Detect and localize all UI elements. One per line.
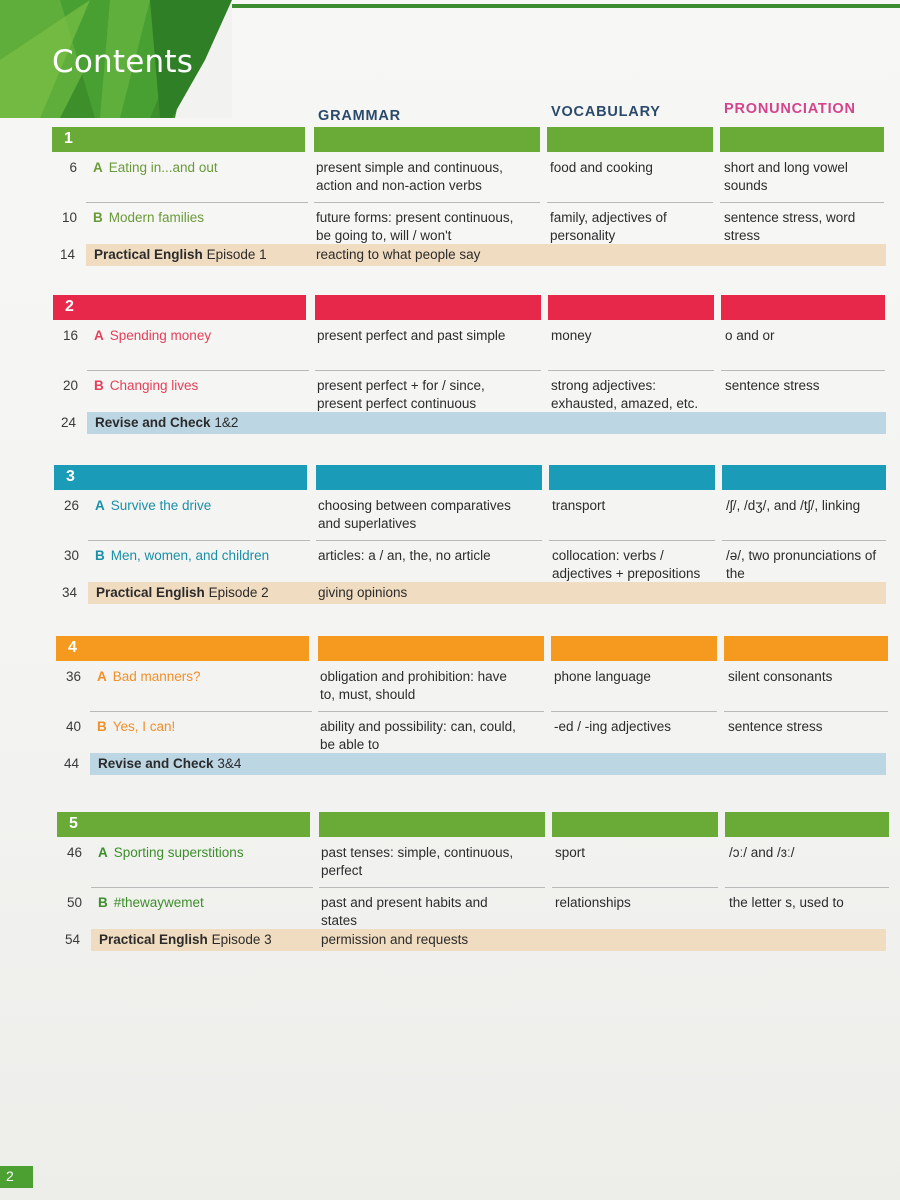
lesson-page-number: 20 xyxy=(62,378,78,393)
row-divider xyxy=(548,370,714,371)
revise-and-check-strip[interactable] xyxy=(90,753,886,775)
strip-label xyxy=(95,415,238,430)
row-divider xyxy=(315,370,541,371)
strip-label-rest: Episode 1 xyxy=(206,247,267,262)
row-divider xyxy=(318,711,544,712)
lesson-title[interactable] xyxy=(95,548,269,563)
strip-label-rest: Episode 3 xyxy=(211,932,272,947)
unit-number: 3 xyxy=(66,468,75,485)
vocabulary-cell: phone language xyxy=(554,669,651,684)
page-title: Contents xyxy=(52,44,194,80)
strip-label xyxy=(96,585,269,600)
page-number-badge xyxy=(0,1166,33,1188)
lesson-title[interactable] xyxy=(94,378,198,393)
strip-label-bold: Revise and Check xyxy=(98,756,214,771)
pronunciation-cell: /ʃ/, /dʒ/, and /tʃ/, linking xyxy=(726,498,861,513)
vocabulary-cell: family, adjectives of personality xyxy=(550,210,667,243)
extra-page-number: 24 xyxy=(60,415,76,430)
lesson-title[interactable] xyxy=(93,160,218,175)
lesson-name: Bad manners? xyxy=(112,669,201,684)
lesson-title[interactable] xyxy=(98,895,204,910)
grammar-column-header: GRAMMAR xyxy=(318,108,401,124)
strip-label-bold: Practical English xyxy=(94,247,203,262)
row-divider xyxy=(314,202,540,203)
vocabulary-cell: -ed / -ing adjectives xyxy=(554,719,672,734)
row-divider xyxy=(549,540,715,541)
vocabulary-cell: relationships xyxy=(555,895,631,910)
strip-label-bold: Practical English xyxy=(99,932,208,947)
row-divider xyxy=(720,202,884,203)
vocabulary-cell: food and cooking xyxy=(550,160,653,175)
row-divider xyxy=(316,540,542,541)
grammar-cell: obligation and prohibition: have to, must, should xyxy=(320,669,507,702)
lesson-name: Sporting superstitions xyxy=(113,845,244,860)
grammar-cell: future forms: present continuous, be going to, will / won't xyxy=(316,210,514,243)
extra-page-number: 34 xyxy=(61,585,77,600)
row-divider xyxy=(725,887,889,888)
strip-label-rest: Episode 2 xyxy=(208,585,269,600)
lesson-page-number: 6 xyxy=(69,160,77,175)
practical-english-strip[interactable] xyxy=(91,929,886,951)
row-divider xyxy=(319,887,545,888)
lesson-page-number: 46 xyxy=(66,845,82,860)
lesson-letter: A xyxy=(98,845,108,860)
grammar-cell: ability and possibility: can, could, be able to xyxy=(320,719,516,752)
row-divider xyxy=(552,887,718,888)
lesson-title[interactable] xyxy=(97,719,175,734)
unit-header-bar xyxy=(56,636,309,661)
pronunciation-cell: sentence stress xyxy=(725,378,820,393)
lesson-page-number: 10 xyxy=(61,210,77,225)
unit-number: 5 xyxy=(69,815,78,832)
grammar-cell: choosing between comparatives and superlatives xyxy=(318,498,511,531)
row-divider xyxy=(724,711,888,712)
lesson-title[interactable] xyxy=(95,498,211,513)
lesson-title[interactable] xyxy=(93,210,204,225)
lesson-page-number: 16 xyxy=(62,328,78,343)
vocabulary-column-header: VOCABULARY xyxy=(551,104,661,120)
lesson-name: Spending money xyxy=(109,328,212,343)
strip-label xyxy=(94,247,267,262)
unit-column-bar xyxy=(315,295,541,320)
unit-header-bar xyxy=(53,295,306,320)
lesson-page-number: 36 xyxy=(65,669,81,684)
row-divider xyxy=(722,540,886,541)
unit-column-bar xyxy=(724,636,888,661)
lesson-name: Men, women, and children xyxy=(110,548,270,563)
pronunciation-cell: /ə/, two pronunciations of the xyxy=(726,548,877,581)
row-divider xyxy=(91,887,313,888)
lesson-title[interactable] xyxy=(94,328,211,343)
lesson-letter: B xyxy=(93,210,103,225)
strip-description: giving opinions xyxy=(318,585,408,600)
unit-column-bar xyxy=(721,295,885,320)
row-divider xyxy=(87,370,309,371)
vocabulary-cell: transport xyxy=(552,498,606,513)
pronunciation-cell: sentence stress xyxy=(728,719,823,734)
lesson-page-number: 30 xyxy=(63,548,79,563)
unit-column-bar xyxy=(318,636,544,661)
lesson-title[interactable] xyxy=(98,845,244,860)
lesson-letter: A xyxy=(95,498,105,513)
grammar-cell: present perfect + for / since, present perfect continuous xyxy=(317,378,485,411)
unit-column-bar xyxy=(552,812,718,837)
lesson-name: Eating in...and out xyxy=(108,160,218,175)
lesson-name: #thewaywemet xyxy=(113,895,204,910)
lesson-name: Yes, I can! xyxy=(112,719,176,734)
vocabulary-cell: collocation: verbs / adjectives + prepositions xyxy=(552,548,701,581)
strip-label-bold: Revise and Check xyxy=(95,415,211,430)
lesson-name: Survive the drive xyxy=(110,498,212,513)
strip-description: permission and requests xyxy=(321,932,469,947)
strip-label-rest: 1&2 xyxy=(214,415,239,430)
unit-column-bar xyxy=(551,636,717,661)
page-number: 2 xyxy=(6,1168,14,1184)
pronunciation-cell: silent consonants xyxy=(728,669,833,684)
unit-column-bar xyxy=(720,127,884,152)
lesson-letter: B xyxy=(98,895,108,910)
lesson-letter: A xyxy=(93,160,103,175)
strip-label-rest: 3&4 xyxy=(217,756,242,771)
extra-page-number: 14 xyxy=(59,247,75,262)
practical-english-strip[interactable] xyxy=(86,244,886,266)
unit-column-bar xyxy=(549,465,715,490)
unit-column-bar xyxy=(725,812,889,837)
pronunciation-cell: sentence stress, word stress xyxy=(724,210,856,243)
row-divider xyxy=(547,202,713,203)
lesson-letter: B xyxy=(94,378,104,393)
unit-number: 2 xyxy=(65,298,74,315)
unit-column-bar xyxy=(314,127,540,152)
pronunciation-cell: short and long vowel sounds xyxy=(724,160,848,193)
unit-column-bar xyxy=(316,465,542,490)
lesson-letter: A xyxy=(94,328,104,343)
practical-english-strip[interactable] xyxy=(88,582,886,604)
grammar-cell: past tenses: simple, continuous, perfect xyxy=(321,845,514,878)
strip-label-bold: Practical English xyxy=(96,585,205,600)
lesson-letter: B xyxy=(95,548,105,563)
lesson-letter: A xyxy=(97,669,107,684)
strip-label xyxy=(98,756,241,771)
row-divider xyxy=(90,711,312,712)
lesson-page-number: 40 xyxy=(65,719,81,734)
lesson-name: Changing lives xyxy=(109,378,199,393)
vocabulary-cell: sport xyxy=(555,845,586,860)
row-divider xyxy=(721,370,885,371)
unit-number: 1 xyxy=(64,130,73,147)
row-divider xyxy=(551,711,717,712)
strip-description: reacting to what people say xyxy=(316,247,481,262)
revise-and-check-strip[interactable] xyxy=(87,412,886,434)
grammar-cell: present perfect and past simple xyxy=(317,328,506,343)
extra-page-number: 54 xyxy=(64,932,80,947)
lesson-letter: B xyxy=(97,719,107,734)
row-divider xyxy=(88,540,310,541)
pronunciation-cell: o and or xyxy=(725,328,775,343)
unit-column-bar xyxy=(319,812,545,837)
unit-column-bar xyxy=(548,295,714,320)
grammar-cell: past and present habits and states xyxy=(321,895,488,928)
unit-column-bar xyxy=(722,465,886,490)
pronunciation-cell: the letter s, used to xyxy=(729,895,844,910)
extra-page-number: 44 xyxy=(63,756,79,771)
unit-header-bar xyxy=(57,812,310,837)
grammar-cell: articles: a / an, the, no article xyxy=(318,548,491,563)
strip-label xyxy=(99,932,272,947)
vocabulary-cell: money xyxy=(551,328,592,343)
grammar-cell: present simple and continuous, action and non-action verbs xyxy=(316,160,503,193)
lesson-page-number: 26 xyxy=(63,498,79,513)
pronunciation-column-header: PRONUNCIATION xyxy=(724,101,856,117)
lesson-name: Modern families xyxy=(108,210,205,225)
row-divider xyxy=(86,202,308,203)
unit-header-bar xyxy=(52,127,305,152)
top-rule xyxy=(220,4,900,8)
lesson-title[interactable] xyxy=(97,669,201,684)
pronunciation-cell: /ɔː/ and /ɜː/ xyxy=(729,845,795,860)
vocabulary-cell: strong adjectives: exhausted, amazed, etc. xyxy=(551,378,699,411)
unit-number: 4 xyxy=(68,639,77,656)
lesson-page-number: 50 xyxy=(66,895,82,910)
unit-column-bar xyxy=(547,127,713,152)
unit-header-bar xyxy=(54,465,307,490)
